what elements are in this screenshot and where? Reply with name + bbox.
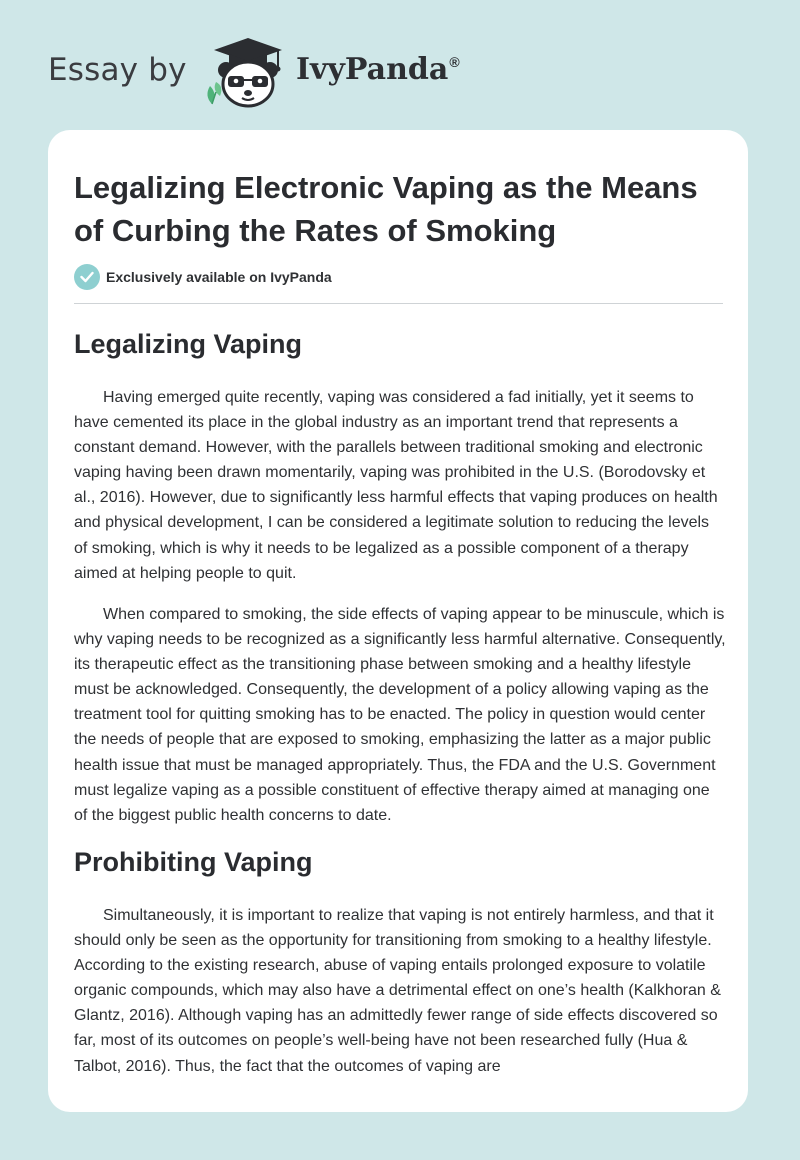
paragraph: Simultaneously, it is important to realize that vaping is not entirely harmless, and that it should only be seen as the opportunity for transitioning from smoking to a healthy lifestyle. According to the existing research, abuse of vaping entails prolonged exposure to volatile organic compounds, which may also have a detrimental effect on one’s health (Kalkhoran & Glantz, 2016). Although vaping has an admittedly fewer range of side effects discovered so far, most of its outcomes on people’s well-being have not been researched fully (Hua & Talbot, 2016). Thus, the fact that the outcomes of vaping are (74, 907, 721, 1075)
registered-mark: ® (449, 54, 460, 70)
article-card (48, 130, 748, 1112)
exclusive-badge (74, 264, 332, 290)
brand-name[interactable]: IvyPanda® (296, 52, 460, 87)
panda-logo-icon[interactable] (202, 36, 294, 108)
essay-by-label: Essay by (48, 52, 187, 88)
site-header (0, 0, 800, 120)
paragraph: Having emerged quite recently, vaping was considered a fad initially, yet it seems to have cemented its place in the global industry as an important trend that represents a constant demand. However, with the parallels between traditional smoking and electronic vaping having been drawn momentarily, vaping was prohibited in the U.S. (Borodovsky et al., 2016). However, due to significantly less harmful effects that vaping produces on health and physical development, I can be considered a legitimate solution to reducing the levels of smoking, which is why it needs to be legalized as a possible component of a therapy aimed at helping people to quit. (74, 389, 718, 582)
section-heading-legalizing: Legalizing Vaping (74, 329, 303, 359)
article-title: Legalizing Electronic Vaping as the Means of Curbing the Rates of Smoking (74, 170, 698, 248)
divider (74, 303, 723, 304)
check-icon (74, 264, 100, 290)
section-heading-prohibiting: Prohibiting Vaping (74, 847, 313, 877)
exclusive-label: Exclusively available on IvyPanda (106, 269, 332, 285)
paragraph: When compared to smoking, the side effects of vaping appear to be minuscule, which is why vaping needs to be recognized as a significantly less harmful alternative. Consequently, its therapeutic effect as the transitioning phase between smoking and a healthy lifestyle must be acknowledged. Consequently, the development of a policy allowing vaping as the treatment tool for quitting smoking has to be enacted. The policy in question would center the needs of people that are exposed to smoking, emphasizing the latter as a major public health issue that must be managed appropriately. Thus, the FDA and the U.S. Government must legalize vaping as a possible constituent of effective therapy aimed at managing one of the biggest public health concerns to date. (74, 606, 726, 824)
